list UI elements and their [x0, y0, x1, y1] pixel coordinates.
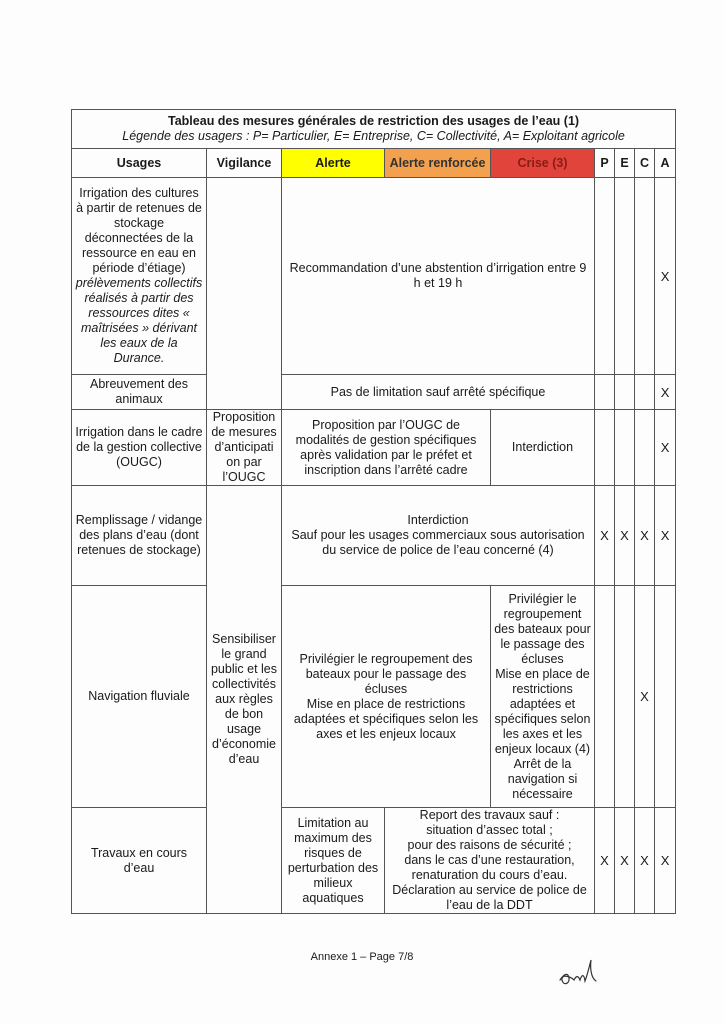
- table-row: [72, 808, 676, 914]
- measure-navigation-crise-line3: Arrêt de la navigation si nécessaire: [507, 756, 578, 801]
- header-usages: Usages: [72, 149, 207, 178]
- c-cell: [635, 178, 655, 375]
- measure-navigation-alerte-line1: Privilégier le regroupement des bateaux pour le passage des écluses: [299, 651, 473, 696]
- table-row: [72, 410, 676, 486]
- a-mark: X: [655, 178, 676, 375]
- header-alerte: Alerte: [282, 149, 385, 178]
- p-mark: X: [595, 808, 615, 914]
- table-row: [72, 486, 676, 586]
- p-mark: X: [595, 486, 615, 586]
- header-alerte-renforcee: Alerte renforcée: [385, 149, 491, 178]
- measure-plans-eau: [282, 486, 595, 586]
- p-cell: [595, 178, 615, 375]
- measure-navigation-crise-line1: Privilégier le regroupement des bateaux pour le passage des écluses: [494, 591, 591, 666]
- e-cell: [615, 586, 635, 808]
- measure-travaux-line2: situation d’assec total ;: [426, 823, 553, 837]
- measure-navigation-crise-line2: Mise en place de restrictions adaptées et spécifiques selon les axes et les enjeux locaux (4): [494, 666, 591, 756]
- a-mark: X: [655, 808, 676, 914]
- usage-irrigation-retenues-text: Irrigation des cultures à partir de retenues de stockage déconnectées de la ressource en eau en période d’étiage): [76, 186, 202, 275]
- e-cell: [615, 178, 635, 375]
- p-cell: [595, 586, 615, 808]
- measure-navigation-crise: [491, 586, 595, 808]
- usage-plans-eau: Remplissage / vidange des plans d’eau (dont retenues de stockage): [72, 486, 207, 586]
- measure-travaux-renforcee: [385, 808, 595, 914]
- page-footer: Annexe 1 – Page 7/8: [310, 951, 414, 963]
- measure-irrigation-retenues: Recommandation d’une abstention d’irrigation entre 9 h et 19 h: [282, 178, 595, 375]
- measure-travaux-line5: Déclaration au service de police de l’eau de la DDT: [392, 883, 587, 912]
- a-mark: X: [655, 410, 676, 486]
- c-cell: [635, 375, 655, 410]
- p-cell: [595, 410, 615, 486]
- vigilance-empty-cell: [207, 178, 282, 410]
- measure-travaux-alerte: Limitation au maximum des risques de perturbation des milieux aquatiques: [282, 808, 385, 914]
- measure-navigation-alerte: [282, 586, 491, 808]
- header-e: E: [615, 149, 635, 178]
- e-cell: [615, 375, 635, 410]
- header-c: C: [635, 149, 655, 178]
- header-vigilance: Vigilance: [207, 149, 282, 178]
- table-row: [72, 375, 676, 410]
- c-cell: [635, 410, 655, 486]
- table-title: Tableau des mesures générales de restriction des usages de l’eau (1): [168, 114, 580, 128]
- usage-travaux: Travaux en cours d’eau: [72, 808, 207, 914]
- usage-navigation: Navigation fluviale: [72, 586, 207, 808]
- table-title-cell: [72, 110, 676, 149]
- table-row: [72, 586, 676, 808]
- measure-ougc-alerte: Proposition par l’OUGC de modalités de gestion spécifiques après validation par le préfet et inscription dans l’arrêté cadre: [282, 410, 491, 486]
- c-mark: X: [635, 586, 655, 808]
- measure-travaux-line4: dans le cas d’une restauration, renaturation du cours d’eau.: [404, 853, 575, 882]
- header-row: [72, 149, 676, 178]
- a-mark: X: [655, 375, 676, 410]
- measure-abreuvement: Pas de limitation sauf arrêté spécifique: [282, 375, 595, 410]
- e-cell: [615, 410, 635, 486]
- p-cell: [595, 375, 615, 410]
- measure-plans-eau-line2: Sauf pour les usages commerciaux sous autorisation du service de police de l’eau concerné (4): [291, 528, 585, 557]
- table-legend: Légende des usagers : P= Particulier, E= Entreprise, C= Collectivité, A= Exploitant agricole: [122, 129, 625, 143]
- table-row: [72, 178, 676, 375]
- usage-abreuvement: Abreuvement des animaux: [72, 375, 207, 410]
- header-crise: Crise (3): [491, 149, 595, 178]
- handwritten-initials: [556, 954, 600, 990]
- e-mark: X: [615, 808, 635, 914]
- usage-ougc: Irrigation dans le cadre de la gestion collective (OUGC): [72, 410, 207, 486]
- usage-irrigation-retenues: [72, 178, 207, 375]
- measure-travaux-line3: pour des raisons de sécurité ;: [407, 838, 572, 852]
- c-mark: X: [635, 486, 655, 586]
- usage-irrigation-retenues-italic: prélèvements collectifs réalisés à partir des ressources dites « maîtrisées » dérivant les eaux de la Durance.: [75, 276, 203, 365]
- vigilance-ougc: Proposition de mesures d’anticipati on par l’OUGC: [207, 410, 282, 486]
- measure-navigation-alerte-line2: Mise en place de restrictions adaptées et spécifiques selon les axes et les enjeux locaux: [293, 696, 479, 741]
- restriction-table: [71, 109, 676, 914]
- e-mark: X: [615, 486, 635, 586]
- header-a: A: [655, 149, 676, 178]
- vigilance-sensibiliser: Sensibiliser le grand public et les collectivités aux règles de bon usage d’économie d’eau: [207, 486, 282, 914]
- measure-plans-eau-line1: Interdiction: [407, 513, 469, 527]
- header-p: P: [595, 149, 615, 178]
- a-cell: [655, 586, 676, 808]
- a-mark: X: [655, 486, 676, 586]
- measure-ougc-crise: Interdiction: [491, 410, 595, 486]
- c-mark: X: [635, 808, 655, 914]
- measure-travaux-line1: Report des travaux sauf :: [419, 808, 560, 822]
